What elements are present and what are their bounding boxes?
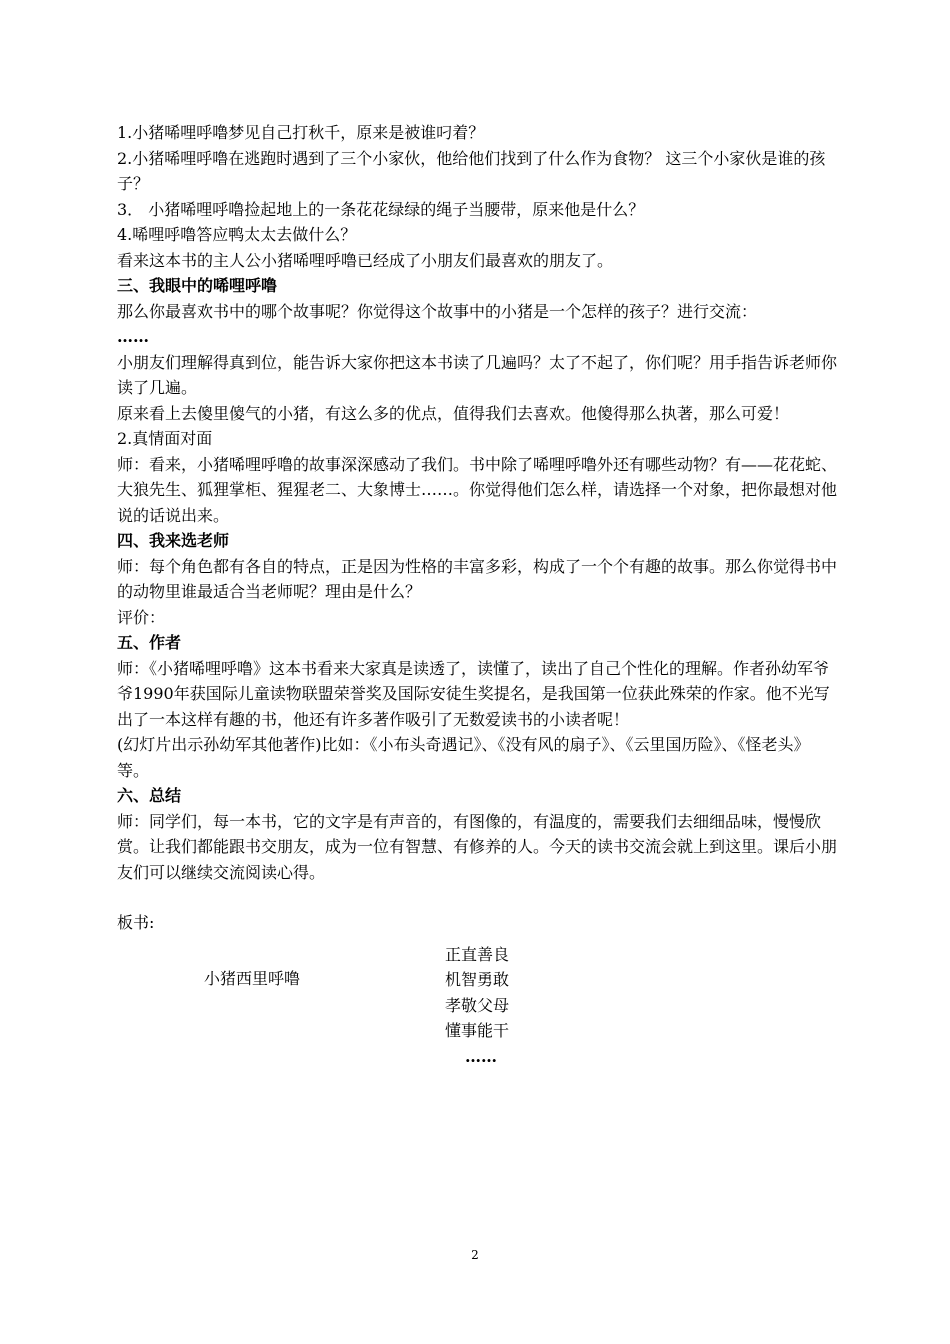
board-ellipsis: …… [465,1046,497,1066]
question-2: 2.小猪唏哩呼噜在逃跑时遇到了三个小家伙，他给他们找到了什么作为食物？ 这三个小家伙是谁的孩子？ [117,148,826,193]
board-trait: 孝敬父母 [445,995,510,1015]
section-5-paragraph-1: 师：《小猪唏哩呼噜》这本书看来大家真是读透了，读懂了，读出了自己个性化的理解。作者孙幼军爷爷1990年获国际儿童读物联盟荣誉奖及国际安徒生奖提名，是我国第一位获此殊荣的作家。他不光写出了一本这样有趣的书，他还有许多著作吸引了无数爱读书的小读者呢！ [117,658,830,729]
question-4: 4.唏哩呼噜答应鸭太太去做什么？ [117,225,357,244]
section-4-heading: 四、我来选老师 [117,531,230,550]
section-3-ellipsis: …… [117,327,149,346]
section-3-paragraph-3: 原来看上去傻里傻气的小猪，有这么多的优点，值得我们去喜欢。他傻得那么执著，那么可爱！ [117,403,790,423]
section-5-heading: 五、作者 [117,633,182,652]
section-3-paragraph-1: 那么你最喜欢书中的哪个故事呢？你觉得这个故事中的小猪是一个怎样的孩子？进行交流： [117,301,758,321]
section-3-paragraph-2: 小朋友们理解得真到位，能告诉大家你把这本书读了几遍吗？太了不起了，你们呢？用手指告诉老师你读了几遍。 [117,352,838,397]
board-label: 板书: [117,913,155,932]
spacer [117,885,837,910]
blackboard-layout [117,942,837,1072]
section-3-paragraph-4: 师：看来，小猪唏哩呼噜的故事深深感动了我们。书中除了唏哩呼噜外还有哪些动物？有——花花蛇、大狼先生、狐狸掌柜、猩猩老二、大象博士……。你觉得他们怎么样，请选择一个对象，把你最想对他说的话说出来。 [117,454,838,525]
board-title: 小猪西里呼噜 [204,968,301,988]
intro-conclusion: 看来这本书的主人公小猪唏哩呼噜已经成了小朋友们最喜欢的朋友了。 [117,250,614,270]
page-content [117,120,837,1072]
board-traits-list [445,942,509,1070]
board-trait: 机智勇敢 [445,970,510,989]
question-1: 1.小猪唏哩呼噜梦见自己打秋千，原来是被谁叼着？ [117,123,485,142]
section-5-paragraph-2: (幻灯片出示孙幼军其他著作)比如：《小布头奇遇记》、《没有风的扇子》、《云里国历险》、《怪老头》等。 [117,735,810,780]
section-4-paragraph-1: 师：每个角色都有各自的特点，正是因为性格的丰富多彩，构成了一个个有趣的故事。那么你觉得书中的动物里谁最适合当老师呢？理由是什么？ [117,556,838,601]
board-trait: 懂事能干 [445,1021,510,1040]
section-4-evaluation: 评价： [117,607,166,627]
section-3-heading: 三、我眼中的唏哩呼噜 [117,276,278,295]
page-number: 2 [471,1248,479,1262]
section-3-subheading: 2.真情面对面 [117,429,213,448]
section-6-paragraph-1: 师：同学们，每一本书，它的文字是有声音的，有图像的，有温度的，需要我们去细细品味，慢慢欣赏。让我们都能跟书交朋友，成为一位有智慧、有修养的人。今天的读书交流会就上到这里。课后小朋友们可以继续交流阅读心得。 [117,811,838,882]
board-trait: 正直善良 [445,944,510,964]
section-6-heading: 六、总结 [117,786,182,805]
question-3: 3． 小猪唏哩呼噜捡起地上的一条花花绿绿的绳子当腰带，原来他是什么？ [117,199,645,219]
